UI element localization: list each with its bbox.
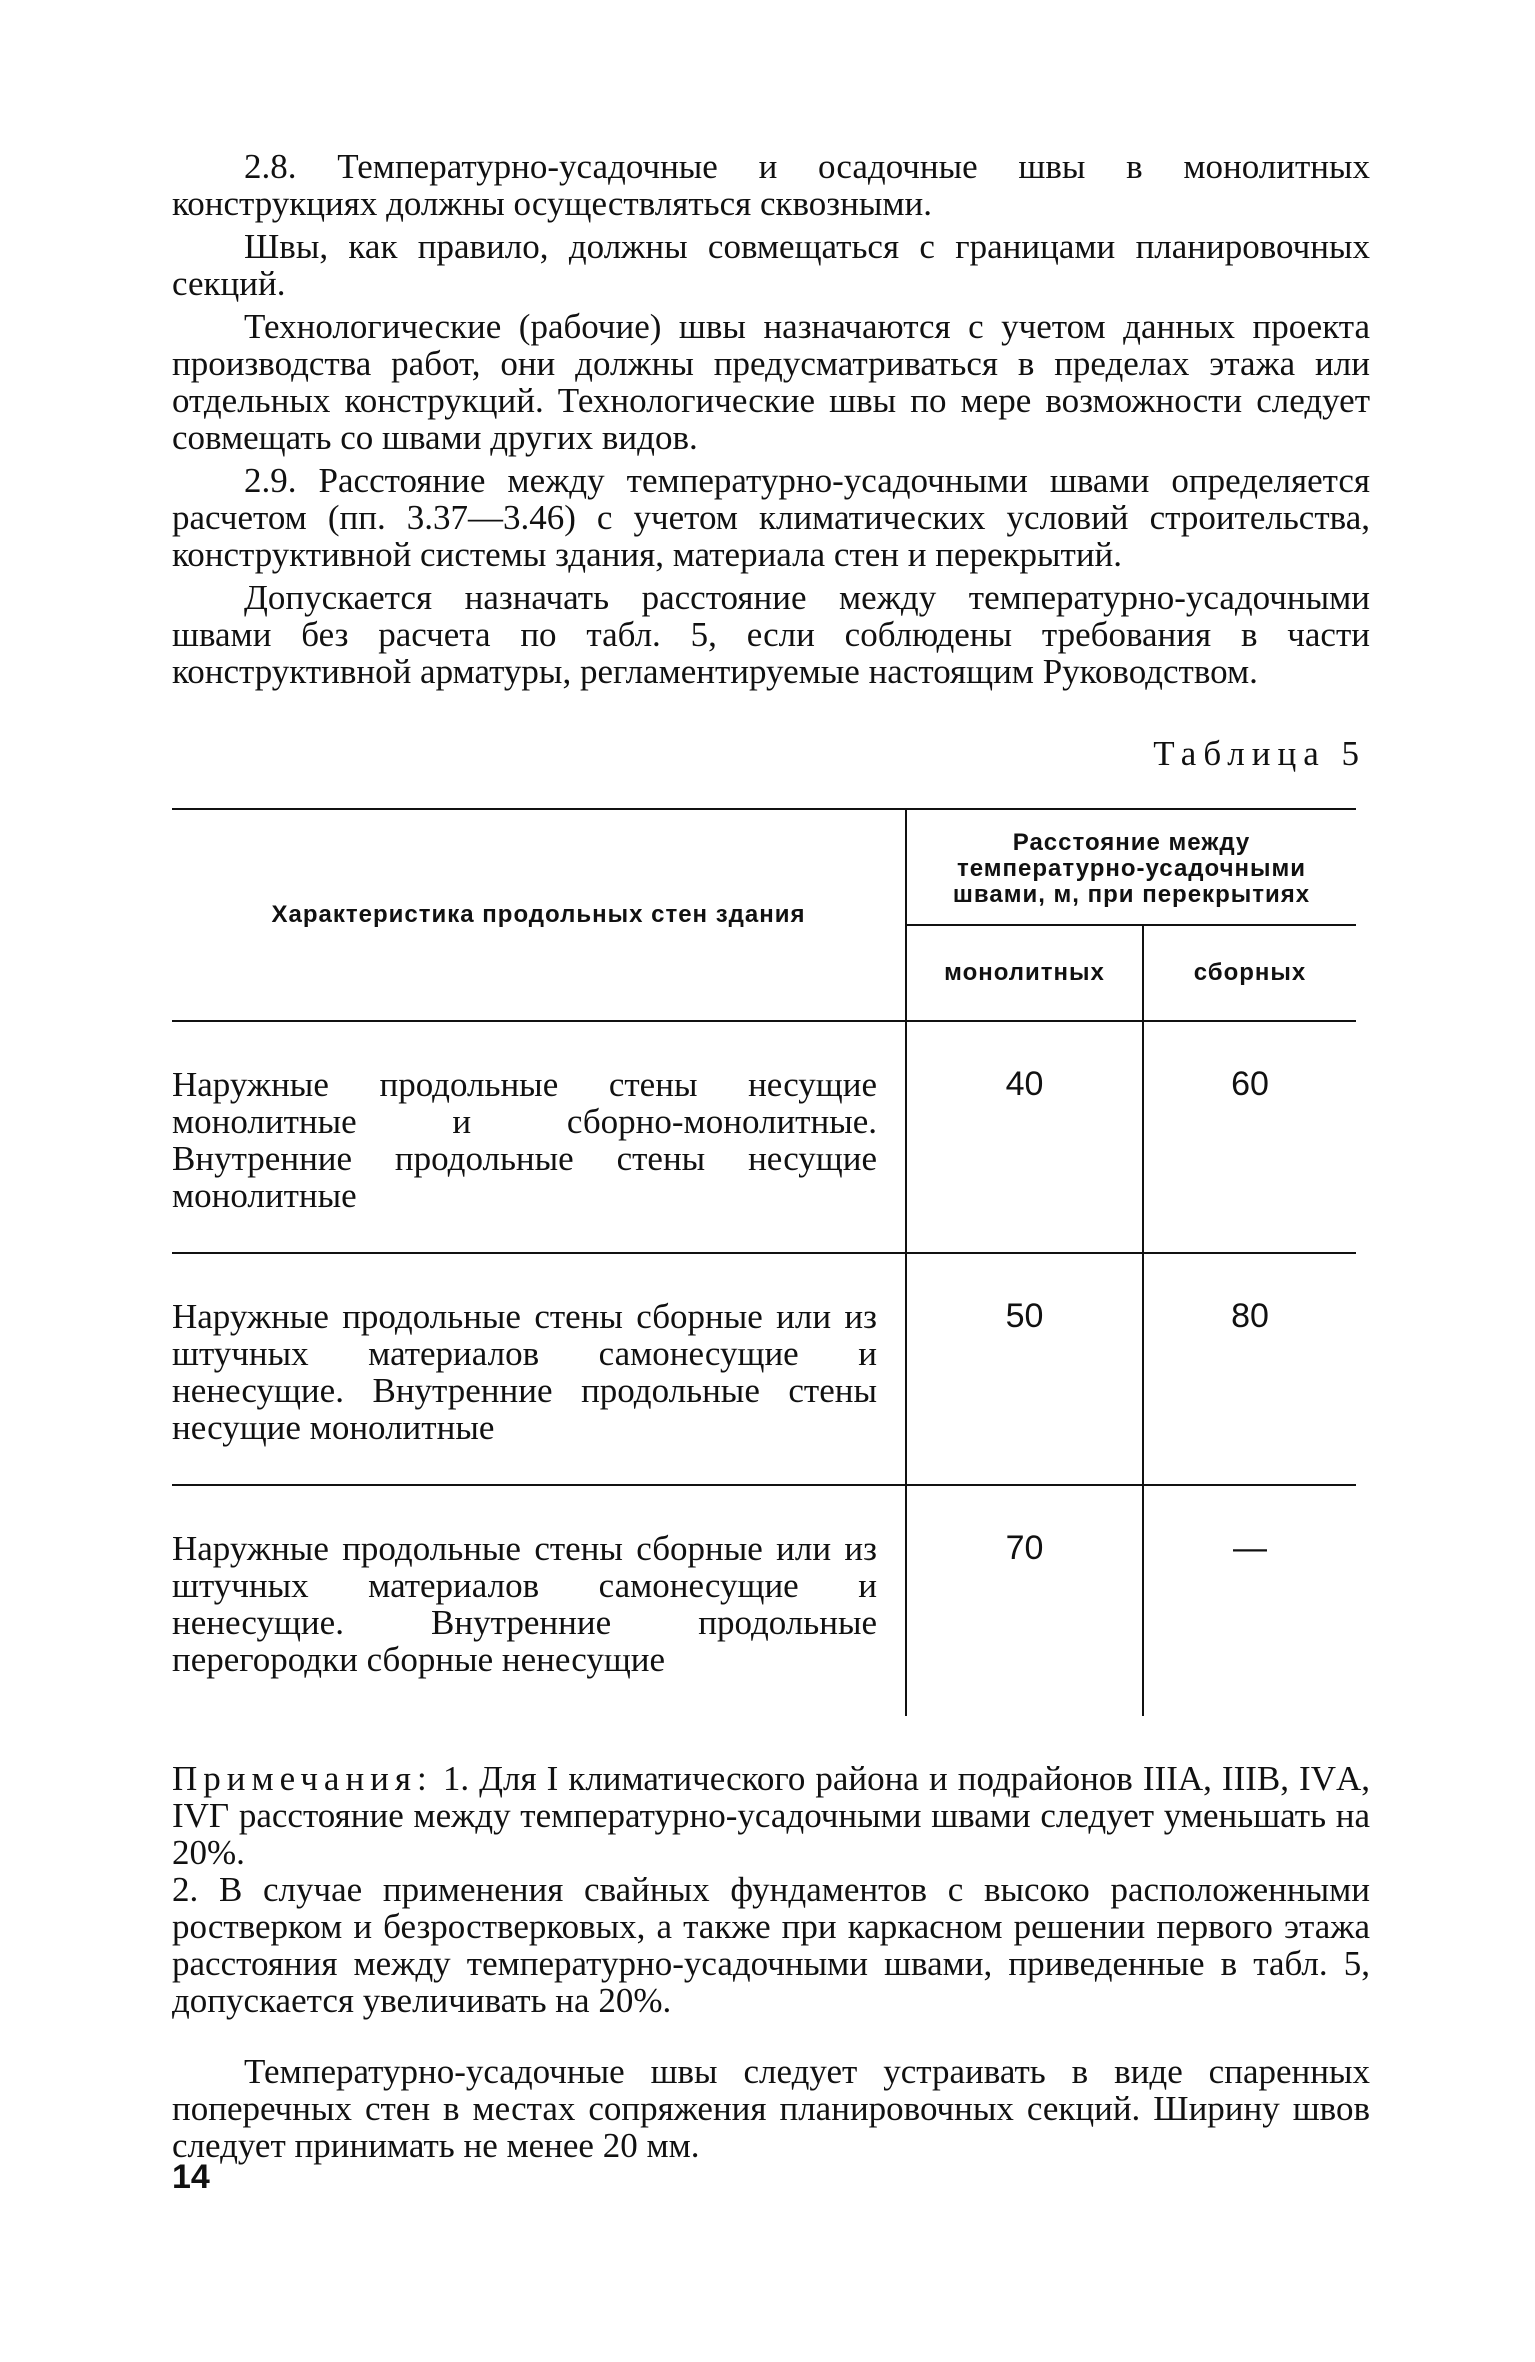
row-value-monolithic: 40: [906, 1021, 1143, 1253]
header-characteristic: Характеристика продольных стен здания: [172, 809, 906, 1021]
table-5: [172, 808, 1356, 1716]
header-prefab: сборных: [1143, 925, 1356, 1021]
table-row: [172, 1253, 1356, 1485]
paragraph-allowed-distance: Допускается назначать расстояние между температурно-усадочными швами без расчета по табл. 5, если соблюдены требования в части конструктивной арматуры, регламентируемые настоящим Руководством.: [172, 578, 1370, 691]
table-row: [172, 1485, 1356, 1716]
header-distance: Расстояние между температурно-усадочными швами, м, при перекрытиях: [906, 809, 1356, 925]
notes-label: Примечания:: [172, 1759, 433, 1798]
note-1: [172, 1760, 1370, 1871]
document-page: [172, 148, 1370, 2164]
row-description: Наружные продольные стены сборные или из штучных материалов самонесущие и ненесущие. Внутренние продольные перегородки сборные ненесущие: [172, 1485, 906, 1716]
header-monolithic: монолитных: [906, 925, 1143, 1021]
row-value-monolithic: 50: [906, 1253, 1143, 1485]
row-description: Наружные продольные стены сборные или из штучных материалов самонесущие и ненесущие. Внутренние продольные стены несущие монолитные: [172, 1253, 906, 1485]
paragraph-seam-construction: Температурно-усадочные швы следует устраивать в виде спаренных поперечных стен в местах сопряжения планировочных секций. Ширину швов следует принимать не менее 20 мм.: [172, 2052, 1370, 2165]
row-value-prefab: 60: [1143, 1021, 1356, 1253]
row-value-monolithic: 70: [906, 1485, 1143, 1716]
table-caption: Таблица 5: [1153, 734, 1366, 773]
row-description: Наружные продольные стены несущие монолитные и сборно-монолитные. Внутренние продольные стены несущие монолитные: [172, 1021, 906, 1253]
notes-block: [172, 1760, 1370, 2019]
table-row: [172, 1021, 1356, 1253]
note-2: 2. В случае применения свайных фундаментов с высоко расположенными ростверком и безростверковых, а также при каркасном решении первого этажа расстояния между температурно-усадочными швами, приведенные в табл. 5, допускается увеличивать на 20%.: [172, 1870, 1370, 2020]
page-number: 14: [172, 2158, 210, 2196]
row-value-prefab: —: [1233, 1529, 1267, 1567]
paragraph-technological-seams: Технологические (рабочие) швы назначаются с учетом данных проекта производства работ, они должны предусматриваться в пределах этажа или отдельных конструкций. Технологические швы по мере возможности следует совмещать со швами других видов.: [172, 307, 1370, 457]
paragraph-2-9: 2.9. Расстояние между температурно-усадочными швами определяется расчетом (пп. 3.37—3.46) с учетом климатических условий строительства, конструктивной системы здания, материала стен и перекрытий.: [172, 461, 1370, 574]
paragraph-seams-sections: Швы, как правило, должны совмещаться с границами планировочных секций.: [172, 227, 1370, 303]
note-1-text: 1. Для I климатического района и подрайонов IIIА, IIIВ, IVА, IVГ расстояние между температурно-усадочными швами следует уменьшать на 20%.: [172, 1759, 1371, 1872]
paragraph-2-8: 2.8. Температурно-усадочные и осадочные швы в монолитных конструкциях должны осуществляться сквозными.: [172, 147, 1370, 223]
row-value-prefab: 80: [1143, 1253, 1356, 1485]
